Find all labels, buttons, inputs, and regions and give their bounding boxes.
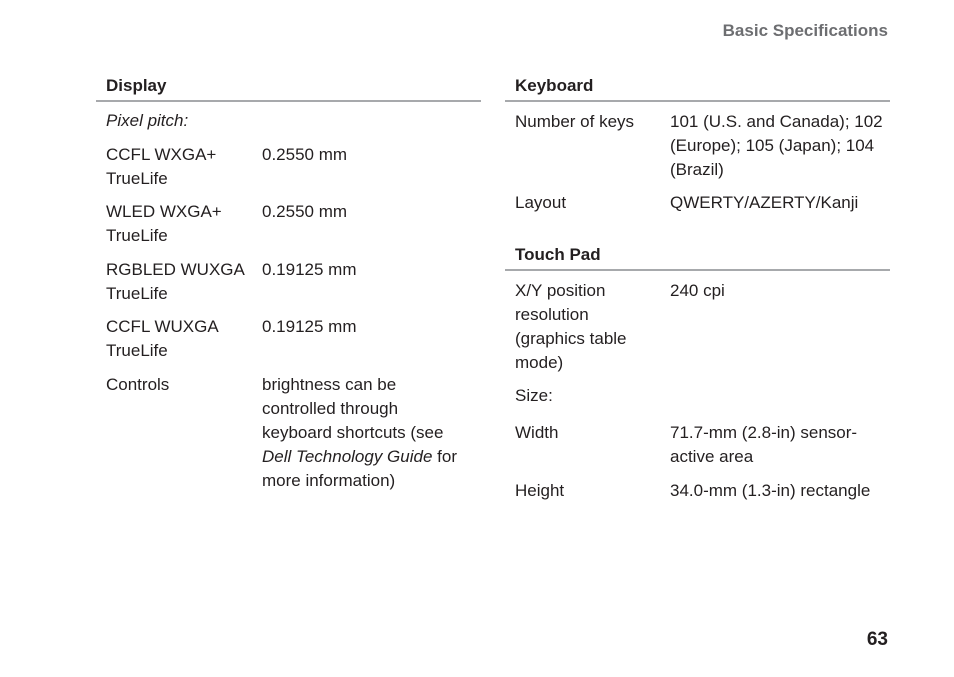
- controls-value-line4-rest: for: [432, 447, 457, 466]
- layout-value: QWERTY/AZERTY/Kanji: [670, 193, 859, 212]
- running-header: Basic Specifications: [722, 21, 888, 40]
- number-of-keys-label: Number of keys: [515, 112, 635, 131]
- display-row-1-label-line2: TrueLife: [106, 169, 168, 188]
- display-row-2-label-line2: TrueLife: [106, 226, 168, 245]
- controls-label: Controls: [106, 375, 170, 394]
- touchpad-section-heading: [505, 245, 890, 271]
- controls-value-line2: controlled through: [262, 399, 399, 418]
- display-row-3-label: [106, 258, 245, 306]
- display-row-3-value: 0.19125 mm: [262, 260, 357, 279]
- pixel-pitch-label: Pixel pitch:: [106, 111, 189, 130]
- width-value-line2: active area: [670, 447, 754, 466]
- controls-value-line5: more information): [262, 471, 396, 490]
- keyboard-heading-text: Keyboard: [515, 76, 594, 95]
- resolution-label-line1: X/Y position: [515, 281, 606, 300]
- display-row-2-value: 0.2550 mm: [262, 202, 348, 221]
- layout-label: Layout: [515, 193, 567, 212]
- display-row-4-label-line2: TrueLife: [106, 341, 168, 360]
- controls-value: [262, 373, 457, 493]
- number-of-keys-value: [670, 110, 883, 182]
- display-row-2-label: [106, 200, 222, 248]
- controls-value-line3: keyboard shortcuts (see: [262, 423, 444, 442]
- resolution-label-line3: (graphics table: [515, 329, 627, 348]
- display-row-3-label-line1: RGBLED WUXGA: [106, 260, 245, 279]
- controls-value-line4: [262, 445, 457, 469]
- height-value: 34.0-mm (1.3-in) rectangle: [670, 481, 871, 500]
- width-value-line1: 71.7-mm (2.8-in) sensor-: [670, 423, 858, 442]
- controls-value-line1: brightness can be: [262, 375, 397, 394]
- width-label: Width: [515, 423, 559, 442]
- display-heading-text: Display: [106, 76, 167, 95]
- size-label: Size:: [515, 386, 553, 405]
- resolution-label: [515, 279, 627, 375]
- page-number: 63: [866, 629, 888, 650]
- dell-technology-guide-title: Dell Technology Guide: [262, 447, 433, 466]
- display-row-1-value: 0.2550 mm: [262, 145, 348, 164]
- number-of-keys-value-line2: (Europe); 105 (Japan); 104: [670, 136, 875, 155]
- height-label: Height: [515, 481, 565, 500]
- number-of-keys-value-line1: 101 (U.S. and Canada); 102: [670, 112, 883, 131]
- width-value: [670, 421, 857, 469]
- display-row-4-label: [106, 315, 219, 363]
- display-row-3-label-line2: TrueLife: [106, 284, 168, 303]
- touchpad-heading-text: Touch Pad: [515, 245, 601, 264]
- display-row-2-label-line1: WLED WXGA+: [106, 202, 222, 221]
- keyboard-section-heading: [505, 76, 890, 102]
- display-row-4-label-line1: CCFL WUXGA: [106, 317, 219, 336]
- display-row-4-value: 0.19125 mm: [262, 317, 357, 336]
- display-row-1-label-line1: CCFL WXGA+: [106, 145, 217, 164]
- resolution-label-line4: mode): [515, 353, 564, 372]
- resolution-value: 240 cpi: [670, 281, 725, 300]
- resolution-label-line2: resolution: [515, 305, 589, 324]
- display-section-heading: [96, 76, 481, 102]
- display-row-1-label: [106, 143, 216, 191]
- number-of-keys-value-line3: (Brazil): [670, 160, 724, 179]
